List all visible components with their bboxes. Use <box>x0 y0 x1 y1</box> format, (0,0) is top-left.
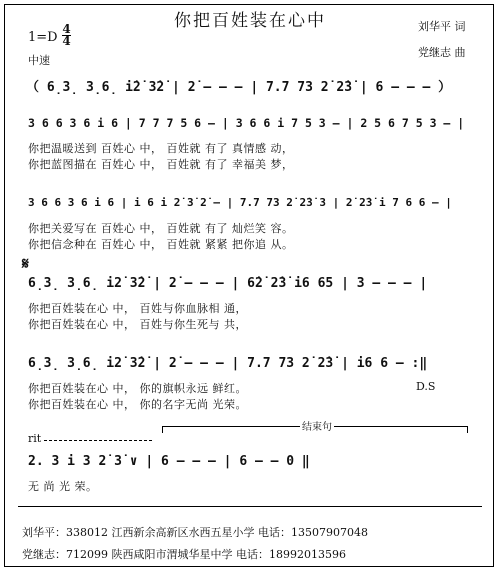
system5-lyric2: 你把百姓装在心 中， 你的名字无尚 光荣。 <box>28 398 247 411</box>
ritardando-marking: rit <box>28 432 42 445</box>
system4-lyric2: 你把百姓装在心 中， 百姓与你生死与 共， <box>28 318 247 331</box>
system3-notes: 3 6 6 3 6 i 6 | i 6 i 2̇ 3̇ 2̇ – | 7.7 73 2̇ 2̇3̇ 3 | 2̇ 2̇3̇ i 7 6 6 – | <box>28 196 452 209</box>
system4-notes: 6̣3̣ 3̣6̣ i2̇ 3̇2̇ | 2̇ – – – | 6̇2̇ 2̇3̇ i6 65 | 3 – – – | <box>28 276 428 291</box>
system3-lyric1: 你把关爱写在 百姓心 中， 百姓就 有了 灿烂笑 容。 <box>28 222 294 235</box>
system2-lyric2: 你把蓝图描在 百姓心 中， 百姓就 有了 幸福美 梦， <box>28 158 294 171</box>
composer-credit: 党继志 曲 <box>418 46 466 59</box>
time-bottom: 4 <box>62 34 71 48</box>
system1-notes: （ 6̣3̣ 3̣6̣ i̇2̇ 3̇2̇ | 2̇ – – – | 7.7 73 2̇ 2̇3̇ | 6 – – – ） <box>26 80 452 95</box>
system3-lyric2: 你把信念种在 百姓心 中， 百姓就 紧紧 把你追 从。 <box>28 238 294 251</box>
system5-lyric1: 你把百姓装在心 中， 你的旗帜永远 鲜红。 <box>28 382 247 395</box>
footer-contact-1: 刘华平：338012 江西新余高新区水西五星小学 电话：13507907048 <box>22 526 368 539</box>
lyricist-credit: 刘华平 词 <box>418 20 466 33</box>
segno-sign: 𝄋 <box>22 254 29 273</box>
dal-segno-marking: D.S <box>416 380 436 393</box>
system6-lyric: 无 尚 光 荣。 <box>28 480 98 493</box>
tempo-marking: 中速 <box>28 54 50 67</box>
rit-dash-line <box>44 440 152 441</box>
time-top: 4 <box>62 22 71 36</box>
system4-lyric1: 你把百姓装在心 中， 百姓与你血脉相 通， <box>28 302 247 315</box>
time-signature <box>62 24 71 47</box>
system2-lyric1: 你把温暖送到 百姓心 中， 百姓就 有了 真情感 动， <box>28 142 294 155</box>
ending-label: 结束句 <box>300 418 334 433</box>
system6-notes: 2. 3 i 3 2̇ 3̇ ∨ | 6 – – – | 6 – – 0 ‖ <box>28 454 310 469</box>
song-title: 你把百姓装在心中 <box>174 11 326 31</box>
footer-divider <box>18 506 482 507</box>
system2-notes: 3 6 6 3 6 i 6 | 7 7 7 5 6 – | 3 6 6 i 7 5 3 – | 2 5 6 7 5 3 – | <box>28 116 465 130</box>
key-signature: 1=D <box>28 30 58 45</box>
footer-contact-2: 党继志：712099 陕西咸阳市渭城华星中学 电话：18992013596 <box>22 548 346 561</box>
system5-notes: 6̣3̣ 3̣6̣ i2̇ 3̇2̇ | 2̇ – – – | 7.7 73 2̇ 2̇3̇ | i6 6 – :‖ <box>28 356 428 371</box>
